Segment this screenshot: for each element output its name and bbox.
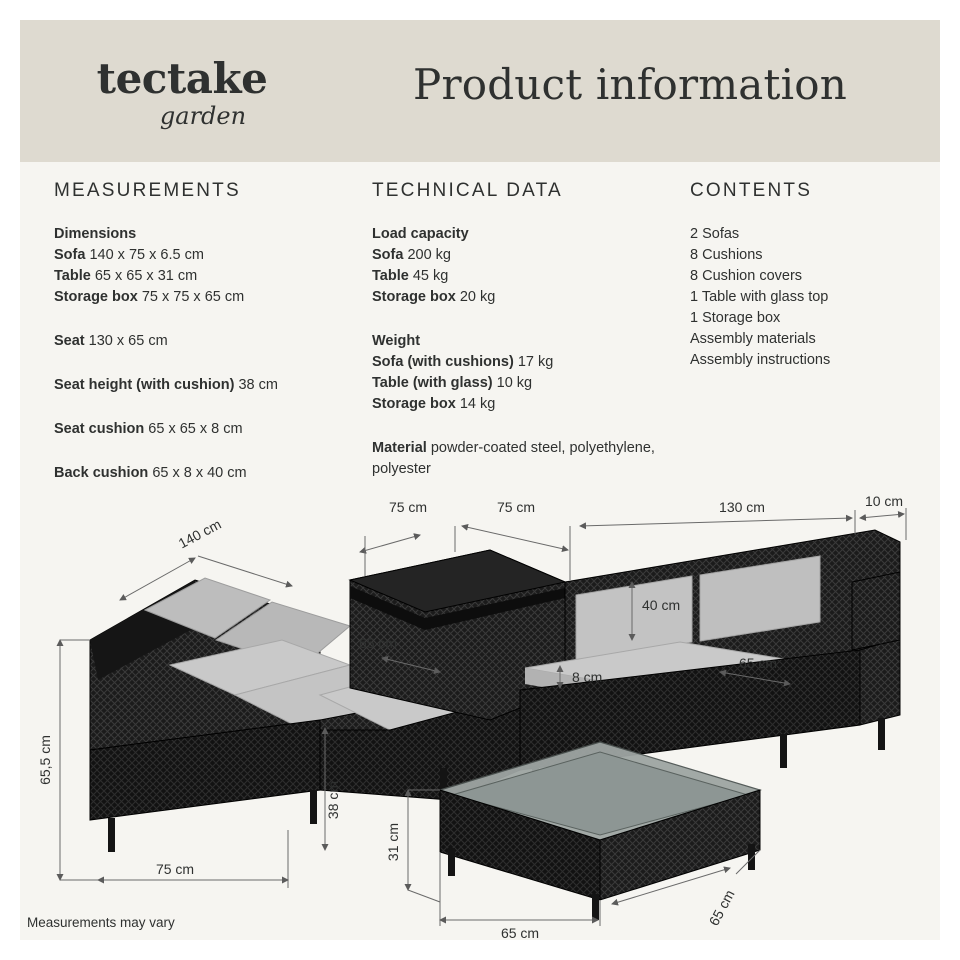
contents-item: 8 Cushions	[690, 247, 763, 263]
dim-label-box-depth: 75 cm	[388, 499, 428, 515]
measurement-label: Seat	[54, 333, 85, 349]
technical-line	[372, 245, 672, 266]
measurement-line	[54, 224, 354, 245]
technical-label: Load capacity	[372, 226, 469, 242]
measurement-line	[54, 287, 354, 308]
technical-line	[372, 373, 672, 394]
measurement-label: Back cushion	[54, 465, 149, 481]
dim-label-right-sofa: 130 cm	[719, 499, 765, 515]
technical-group	[372, 438, 672, 480]
dim-label-overall-height: 65,5 cm	[37, 735, 53, 785]
brand-logo	[72, 54, 292, 131]
technical-line	[372, 266, 672, 287]
measurement-line	[54, 375, 354, 396]
measurement-value: 38 cm	[238, 377, 278, 393]
dim-label-140: 140 cm	[175, 515, 224, 552]
spacer	[54, 366, 354, 375]
dim-label-seat-height: 38 cm	[325, 780, 341, 820]
technical-value: powder-coated steel, polyethylene, polyester	[372, 440, 655, 477]
measurement-label: Seat height (with cushion)	[54, 377, 235, 393]
measurement-line	[54, 419, 354, 440]
measurement-line	[54, 463, 354, 484]
technical-label: Table	[372, 268, 409, 284]
contents-list	[690, 224, 920, 371]
contents-column	[690, 180, 920, 385]
measurements-group	[54, 224, 354, 308]
measurement-value: 65 x 65 x 8 cm	[148, 421, 243, 437]
technical-line	[372, 224, 672, 245]
contents-item: 1 Table with glass top	[690, 289, 829, 305]
technical-data-column	[372, 180, 672, 494]
header-bar	[20, 20, 940, 162]
technical-value: 20 kg	[459, 289, 496, 305]
sheet	[20, 20, 940, 940]
technical-label: Sofa (with cushions)	[372, 354, 514, 370]
product-diagram	[20, 490, 940, 940]
measurements-column	[54, 180, 354, 498]
measurement-line	[54, 245, 354, 266]
dim-label-table-depth: 65 cm	[705, 887, 738, 929]
measurements-group	[54, 375, 354, 396]
dim-label-arm: 10 cm	[864, 493, 904, 509]
contents-heading: CONTENTS	[690, 180, 813, 201]
technical-label: Weight	[372, 333, 421, 349]
dim-label-box-width: 75 cm	[496, 499, 536, 515]
technical-value: 14 kg	[459, 396, 496, 412]
measurement-value: 65 x 8 x 40 cm	[152, 465, 247, 481]
technical-line	[372, 438, 672, 480]
measurements-heading: MEASUREMENTS	[54, 180, 241, 201]
measurement-label: Storage box	[54, 289, 138, 305]
contents-item: 8 Cushion covers	[690, 268, 803, 284]
dim-label-cushion-thickness: 8 cm	[572, 669, 603, 685]
technical-value: 200 kg	[407, 247, 451, 263]
measurements-group	[54, 463, 354, 484]
measurement-value: 140 x 75 x 6.5 cm	[89, 247, 204, 263]
contents-item: 1 Storage box	[690, 310, 781, 326]
measurement-line	[54, 331, 354, 352]
technical-group	[372, 224, 672, 308]
page-title: Product information	[412, 60, 847, 109]
dim-label-base-width: 75 cm	[155, 861, 195, 877]
technical-value: 10 kg	[496, 375, 533, 391]
spacer	[372, 429, 672, 438]
technical-label: Storage box	[372, 289, 456, 305]
contents-item: 2 Sofas	[690, 226, 740, 242]
brand-subtitle: garden	[159, 102, 247, 130]
measurement-value: 75 x 75 x 65 cm	[141, 289, 245, 305]
measurement-label: Dimensions	[54, 226, 137, 242]
dim-label-table-width: 65 cm	[500, 925, 540, 940]
spacer	[54, 454, 354, 463]
brand-name: tectake	[96, 54, 268, 103]
measurement-label: Seat cushion	[54, 421, 145, 437]
measurements-group	[54, 419, 354, 440]
footnote: Measurements may vary	[27, 915, 175, 930]
measurement-label: Table	[54, 268, 91, 284]
measurement-value: 65 x 65 x 31 cm	[94, 268, 198, 284]
technical-line	[372, 331, 672, 352]
spacer	[54, 410, 354, 419]
technical-label: Material	[372, 440, 427, 456]
technical-label: Table (with glass)	[372, 375, 493, 391]
dim-label-seat-depth-right: 65 cm	[738, 655, 778, 671]
dim-label-back-cushion: 40 cm	[642, 597, 681, 613]
dim-label-seat-depth-left: 65 cm	[358, 635, 398, 651]
technical-value: 45 kg	[412, 268, 449, 284]
contents-item: Assembly instructions	[690, 352, 831, 368]
furniture-illustration	[90, 530, 900, 920]
measurement-line	[54, 266, 354, 287]
spacer	[54, 322, 354, 331]
technical-line	[372, 287, 672, 308]
contents-item: Assembly materials	[690, 331, 816, 347]
measurement-label: Sofa	[54, 247, 86, 263]
spacer	[372, 322, 672, 331]
technical-group	[372, 331, 672, 415]
dim-label-table-height: 31 cm	[385, 822, 401, 862]
technical-line	[372, 352, 672, 373]
technical-line	[372, 394, 672, 415]
technical-label: Storage box	[372, 396, 456, 412]
measurement-value: 130 x 65 cm	[88, 333, 168, 349]
technical-value: 17 kg	[517, 354, 554, 370]
technical-data-heading: TECHNICAL DATA	[372, 180, 563, 201]
technical-label: Sofa	[372, 247, 404, 263]
measurements-group	[54, 331, 354, 352]
